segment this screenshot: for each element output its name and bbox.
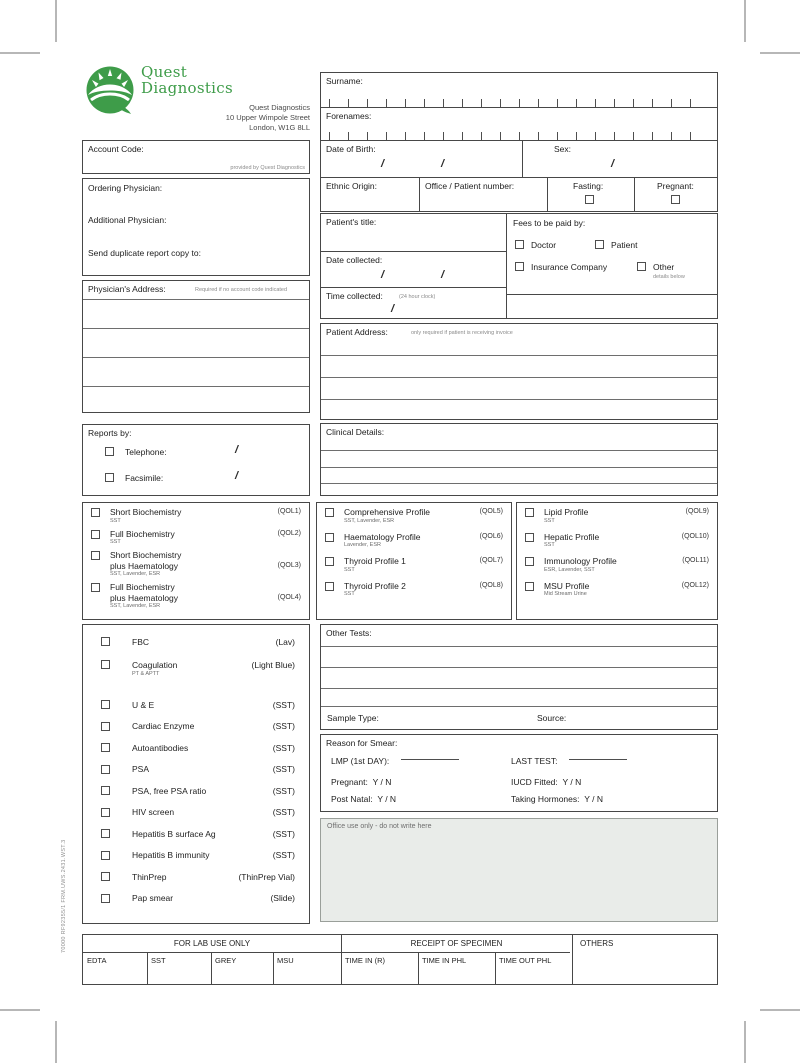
fees-other-note: details below [653,274,685,280]
tests-panel [82,624,310,924]
reports-by-label: Reports by: [88,428,132,438]
form-print-code: 70000 RF92355/1 FRM.UWS.2431.WST.3 [61,839,67,953]
profile-code: (QOL1) [277,508,301,515]
sex-label: Sex: [554,144,572,154]
taking-hormones-label [511,794,603,805]
table-divider [147,952,148,984]
smear-pregnant-text: Pregnant: [331,777,368,787]
profile-name: Thyroid Profile 1 [344,556,406,566]
ethnic-row [320,177,718,212]
profile-checkbox-qol11[interactable] [525,557,534,566]
writing-line [321,450,717,451]
physician-address-box[interactable] [82,280,310,413]
date-collected-slash-2: / [441,269,445,281]
test-tube: (SST) [272,699,295,710]
test-name: Cardiac Enzyme [132,721,195,732]
crop-mark-top-left-h [0,52,40,54]
profiles-panel-1 [82,502,310,620]
table-divider [495,952,496,984]
profile-item-qol8 [317,574,511,599]
address-divider [321,377,717,378]
test-tube: (ThinPrep Vial) [238,871,295,882]
surname-comb-ticks [329,99,709,107]
column-time-out-phl: TIME OUT PHL [499,956,552,965]
brand-name-line2: Diagnostics [141,79,233,97]
yn-value[interactable]: Y / N [584,794,603,804]
profile-code: (QOL9) [685,508,709,515]
profile-tubes: Mid Stream Urine [544,591,587,597]
test-item-hiv-screen [83,802,309,824]
profile-name: Comprehensive Profile [344,507,430,517]
test-item-cardiac-enzyme [83,716,309,738]
lmp-label: LMP (1st DAY): [331,756,390,766]
profile-code: (QOL7) [479,557,503,564]
column-msu: MSU [277,956,294,965]
profile-tubes: ESR, Lavender, SST [544,566,595,573]
fees-label: Fees to be paid by: [513,218,586,228]
profiles-panel-3 [516,502,718,620]
tests-group-gap [83,681,309,694]
test-item-hep-b-surface [83,823,309,845]
yn-value[interactable]: Y / N [562,777,582,787]
test-checkbox-pap-smear[interactable] [101,894,110,903]
profile-name-line2: plus Haematology [110,592,179,603]
test-item-thinprep [83,866,309,888]
profile-name: Short Biochemistry [110,507,182,517]
profile-name: Short Biochemistry [110,550,182,560]
profile-code: (QOL12) [681,581,709,589]
reason-for-smear-box [320,734,718,812]
address-divider [321,355,717,356]
test-tube: (Slide) [270,893,295,904]
address-divider [83,357,309,358]
profile-code: (QOL8) [479,581,503,589]
surname-label: Surname: [326,76,363,86]
profile-name: Full Biochemistry [110,528,175,539]
test-name: Hepatitis B surface Ag [132,828,216,839]
profile-tubes: SST [110,517,121,524]
facsimile-label: Facsimile: [125,473,164,483]
dob-sex-divider [522,141,523,177]
dob-label: Date of Birth: [326,144,376,154]
source-label: Source: [537,713,567,723]
clinical-details-box[interactable] [320,423,718,496]
time-collected-note: (24 hour clock) [399,294,436,300]
test-item-ue [83,694,309,716]
test-name: U & E [132,699,155,710]
profile-code: (QOL4) [277,593,301,601]
test-item-psa [83,759,309,781]
additional-physician-label: Additional Physician: [88,215,167,225]
dob-slash-1: / [381,158,385,170]
writing-line [321,467,717,468]
profile-item-qol5 [317,503,511,525]
telephone-label: Telephone: [125,447,167,457]
crop-mark-bottom-right-h [760,1009,800,1011]
fees-box [506,213,718,319]
crop-mark-bottom-left-h [0,1009,40,1011]
telephone-slash: / [235,444,239,456]
fees-doctor-checkbox[interactable] [515,240,524,249]
profile-item-qol6 [317,525,511,550]
last-test-write-line[interactable] [569,752,627,760]
fasting-checkbox[interactable] [585,195,594,204]
test-name: Hepatitis B immunity [132,850,210,861]
crop-mark-top-right-h [760,52,800,54]
profile-code: (QOL11) [682,557,709,564]
test-checkbox-cardiac-enzyme[interactable] [101,722,110,731]
office-use-label: Office use only - do not write here [327,823,432,830]
column-edta: EDTA [87,956,107,965]
test-name: FBC [132,636,149,647]
cell-divider [634,178,635,211]
writing-line [321,706,717,707]
test-item-psa-free-ratio [83,780,309,802]
test-checkbox-autoantibodies[interactable] [101,743,110,752]
test-name: PSA [132,764,150,775]
profile-item-qol2 [83,525,309,547]
cell-divider [419,178,420,211]
iucd-fitted-label [511,777,581,788]
test-item-hep-b-immunity [83,845,309,867]
dob-sex-row [320,140,718,178]
writing-line [321,483,717,484]
profiles-panel-2 [316,502,512,620]
column-time-in-r: TIME IN (R) [345,956,385,965]
physician-address-note: Required if no account code indicated [195,287,288,293]
test-checkbox-hiv-screen[interactable] [101,808,110,817]
table-header-line [83,952,570,953]
brand-name-line1: Quest [141,63,188,81]
profile-tubes: SST, Lavender, ESR [110,603,161,609]
profile-tubes: SST [110,539,121,545]
table-divider [273,952,274,984]
table-divider [418,952,419,984]
table-divider [572,935,573,984]
last-test-label: LAST TEST: [511,756,558,766]
test-item-pap-smear [83,888,309,910]
time-collected-label: Time collected: [326,291,383,301]
lab-address-line3: London, W1G 8LL [249,123,310,132]
table-divider [211,952,212,984]
date-collected-field[interactable] [320,251,507,288]
address-divider [83,328,309,329]
profile-name: MSU Profile [544,580,590,591]
facsimile-slash: / [235,470,239,482]
crop-mark-bottom-left-v [55,1021,57,1063]
lab-use-table [82,934,718,985]
duplicate-report-label: Send duplicate report copy to: [88,248,201,258]
test-tube: (SST) [272,764,295,775]
profile-item-qol10 [517,525,717,550]
profile-checkbox-qol6[interactable] [325,533,334,542]
test-name: Pap smear [132,893,174,904]
profile-item-qol11 [517,549,717,574]
writing-line [321,688,717,689]
facsimile-checkbox[interactable] [105,473,114,482]
profile-tubes: SST, Lavender, ESR [344,517,395,524]
patient-address-label: Patient Address: [326,327,388,337]
profile-code: (QOL6) [479,532,503,540]
test-tube: (SST) [272,807,295,818]
other-tests-label: Other Tests: [326,628,372,638]
writing-line [321,646,717,647]
profile-tubes: SST [544,542,555,548]
profile-checkbox-qol10[interactable] [525,533,534,542]
quest-logo-icon [84,64,136,116]
pregnant-checkbox[interactable] [671,195,680,204]
test-subnote: PT & APTT [132,671,160,677]
column-time-in-phl: TIME IN PHL [422,956,467,965]
patient-address-box[interactable] [320,323,718,420]
lab-address-line1: Quest Diagnostics [249,103,310,112]
account-code-box[interactable] [82,140,310,174]
office-use-box [320,818,718,922]
yn-value[interactable]: Y / N [372,777,392,787]
reports-by-box [82,424,310,496]
ethnic-origin-label: Ethnic Origin: [326,181,378,191]
test-tube: (SST) [272,828,295,839]
fees-other-checkbox[interactable] [637,262,646,271]
post-natal-text: Post Natal: [331,794,373,804]
test-name: ThinPrep [132,871,167,882]
patient-title-label: Patient's title: [326,217,377,227]
time-collected-field[interactable] [320,287,507,319]
crop-mark-top-left-v [55,0,57,42]
iucd-text: IUCD Fitted: [511,777,558,787]
fees-patient-label: Patient [611,240,638,250]
test-checkbox-ue[interactable] [101,700,110,709]
profile-code: (QOL2) [277,529,301,537]
forenames-comb-ticks [329,132,709,140]
other-tests-box[interactable] [320,624,718,730]
test-name: PSA, free PSA ratio [132,785,207,796]
forenames-label: Forenames: [326,111,372,121]
cell-divider [547,178,548,211]
test-name: Coagulation [132,659,178,670]
test-checkbox-psa-free-ratio[interactable] [101,786,110,795]
pregnant-label: Pregnant: [657,181,694,191]
account-code-label: Account Code: [88,144,144,154]
office-patient-number-label: Office / Patient number: [425,181,515,191]
test-checkbox-psa[interactable] [101,765,110,774]
test-tube: (SST) [272,785,295,796]
test-checkbox-hep-b-surface[interactable] [101,829,110,838]
crop-mark-top-right-v [744,0,746,42]
profile-item-qol9 [517,503,717,525]
address-divider [83,386,309,387]
test-checkbox-coagulation[interactable] [101,660,110,669]
test-tube: (SST) [272,721,295,732]
writing-line [321,667,717,668]
crop-mark-bottom-right-v [744,1021,746,1063]
lab-address [150,103,310,133]
profile-name: Haematology Profile [344,531,421,542]
profile-tubes: Lavender, ESR [344,542,381,548]
surname-field[interactable] [320,72,718,108]
profile-code: (QOL3) [277,561,301,569]
patient-title-field[interactable] [320,213,507,252]
test-tube: (SST) [272,742,295,753]
profile-checkbox-qol8[interactable] [325,582,334,591]
profile-name-line2: plus Haematology [110,560,179,571]
fees-other-label: Other [653,262,675,272]
address-divider [83,299,309,300]
profile-name: Immunology Profile [544,556,617,566]
lmp-write-line[interactable] [401,752,459,760]
ordering-physician-label: Ordering Physician: [88,183,163,193]
fees-divider [507,294,717,295]
fees-insurance-label: Insurance Company [531,262,608,272]
profile-tubes: SST [544,517,555,524]
profile-checkbox-qol2[interactable] [91,530,100,539]
patient-address-note: only required if patient is receiving invoice [411,330,513,336]
fasting-label: Fasting: [573,181,604,191]
date-collected-slash-1: / [381,269,385,281]
physician-address-label: Physician's Address: [88,284,166,294]
smear-pregnant-label [331,777,391,788]
profile-tubes: SST, Lavender, ESR [110,571,161,577]
profile-checkbox-qol7[interactable] [325,557,334,566]
test-item-autoantibodies [83,737,309,759]
forenames-field[interactable] [320,107,718,141]
test-checkbox-hep-b-immunity[interactable] [101,851,110,860]
test-item-fbc [83,630,309,653]
ordering-physician-box[interactable] [82,178,310,276]
fees-insurance-checkbox[interactable] [515,262,524,271]
profile-item-qol1 [83,503,309,525]
lab-use-header: FOR LAB USE ONLY [173,939,251,948]
column-sst: SST [151,956,166,965]
fees-patient-checkbox[interactable] [595,240,604,249]
profile-checkbox-qol5[interactable] [325,508,334,517]
profile-name: Lipid Profile [544,507,589,517]
profile-item-qol3 [83,546,309,578]
date-collected-label: Date collected: [326,255,383,265]
dob-slash-2: / [441,158,445,170]
lab-address-line2: 10 Upper Wimpole Street [225,113,310,122]
telephone-checkbox[interactable] [105,447,114,456]
profile-checkbox-qol3[interactable] [91,551,100,560]
profile-checkbox-qol9[interactable] [525,508,534,517]
profile-code: (QOL10) [681,532,709,540]
time-collected-slash: / [391,303,395,315]
profile-checkbox-qol1[interactable] [91,508,100,517]
test-tube: (Lav) [275,636,295,647]
sample-type-label: Sample Type: [327,713,379,723]
test-tube: (SST) [272,850,295,861]
test-checkbox-thinprep[interactable] [101,872,110,881]
profile-tubes: SST [344,591,355,597]
taking-hormones-text: Taking Hormones: [511,794,580,804]
others-header: OTHERS [580,939,614,948]
test-tube: (Light Blue) [251,659,295,670]
profile-item-qol7 [317,549,511,574]
profile-item-qol4 [83,578,309,610]
yn-value[interactable]: Y / N [377,794,397,804]
address-divider [321,399,717,400]
profile-tubes: SST [344,566,355,573]
test-name: Autoantibodies [132,742,189,753]
sex-slash: / [611,158,615,170]
profile-checkbox-qol4[interactable] [91,583,100,592]
fees-doctor-label: Doctor [531,240,557,250]
account-code-note: provided by Quest Diagnostics [230,165,305,171]
brand-name [141,64,233,96]
profile-name: Thyroid Profile 2 [344,580,406,591]
receipt-header: RECEIPT OF SPECIMEN [410,939,503,948]
test-name: HIV screen [132,807,175,818]
post-natal-label [331,794,396,805]
profile-code: (QOL5) [479,508,503,515]
profile-item-qol12 [517,574,717,599]
profile-checkbox-qol12[interactable] [525,582,534,591]
profile-name: Full Biochemistry [110,582,175,592]
column-grey: GREY [215,956,237,965]
reason-for-smear-label: Reason for Smear: [326,738,398,748]
test-checkbox-fbc[interactable] [101,637,110,646]
clinical-details-label: Clinical Details: [326,427,385,437]
profile-name: Hepatic Profile [544,531,600,542]
